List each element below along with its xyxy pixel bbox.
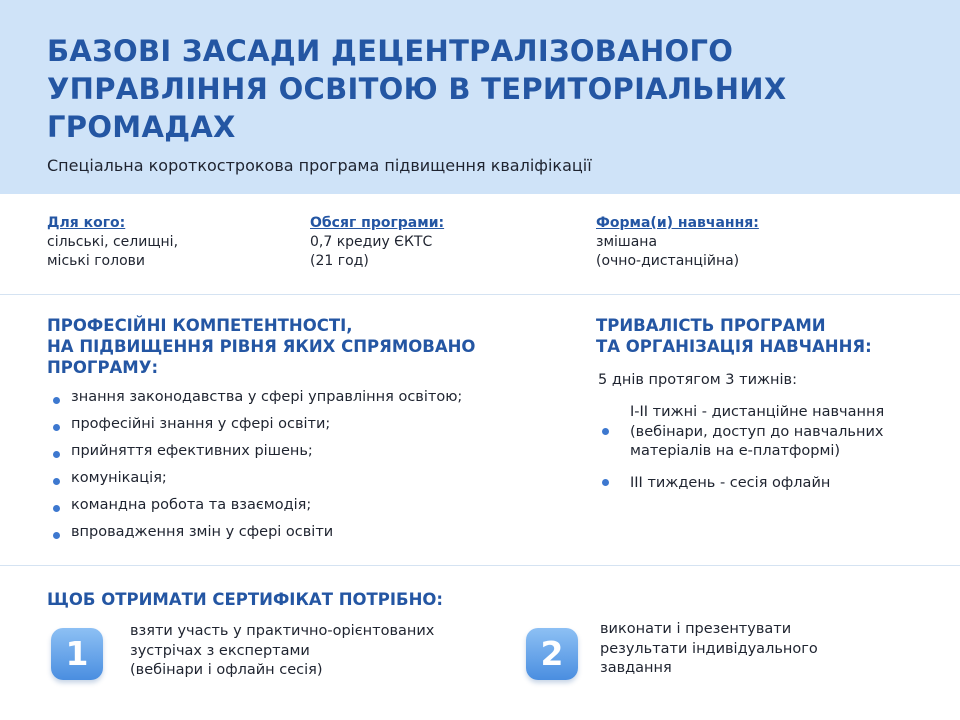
bullet-dot-icon [602,479,609,486]
list-item: впровадження змін у сфері освіти [47,522,462,549]
step-2-badge-icon: 2 [526,628,578,680]
bullet-dot-icon [53,478,60,485]
bullet-dot-icon [53,424,60,431]
competencies-list [47,387,462,549]
duration-lead: 5 днів протягом 3 тижнів: [598,372,797,388]
info-format: Форма(и) навчання: змішана (очно-дистанційна) [596,215,759,269]
competencies-title: ПРОФЕСІЙНІ КОМПЕТЕНТНОСТІ, НА ПІДВИЩЕННЯ РІВНЯ ЯКИХ СПРЯМОВАНО ПРОГРАМУ: [47,316,476,377]
step-2-text: виконати і презентувати результати індивідуального завдання [600,621,818,676]
list-item: командна робота та взаємодія; [47,495,462,522]
bullet-dot-icon [53,532,60,539]
bullet-dot-icon [602,428,609,435]
info-volume-label: Обсяг програми: [310,215,445,231]
list-item: I-II тижні - дистанційне навчання (вебінари, доступ до навчальних матеріалів на е-платформі) [598,403,884,462]
list-item: комунікація; [47,468,462,495]
page-title: БАЗОВІ ЗАСАДИ ДЕЦЕНТРАЛІЗОВАНОГО УПРАВЛІННЯ ОСВІТОЮ В ТЕРИТОРІАЛЬНИХ ГРОМАДАХ [47,34,787,144]
duration-list [598,403,884,505]
divider [0,565,960,566]
duration-title: ТРИВАЛІСТЬ ПРОГРАМИ ТА ОРГАНІЗАЦІЯ НАВЧАННЯ: [596,316,872,356]
bullet-dot-icon [53,505,60,512]
step-1-text: взяти участь у практично-орієнтованих зустрічах з експертами (вебінари і офлайн сесія) [130,623,435,678]
info-audience: Для кого: сільські, селищні, міські голови [47,215,179,269]
list-item: професійні знання у сфері освіти; [47,414,462,441]
list-item: знання законодавства у сфері управління освітою; [47,387,462,414]
certificate-title: ЩОБ ОТРИМАТИ СЕРТИФІКАТ ПОТРІБНО: [47,590,444,609]
info-volume: Обсяг програми: 0,7 кредиу ЄКТС (21 год) [310,215,445,269]
info-audience-label: Для кого: [47,215,126,231]
info-format-label: Форма(и) навчання: [596,215,759,231]
bullet-dot-icon [53,451,60,458]
divider [0,294,960,295]
list-item: III тиждень - сесія офлайн [598,474,884,494]
list-item: прийняття ефективних рішень; [47,441,462,468]
bullet-dot-icon [53,397,60,404]
step-1-badge-icon: 1 [51,628,103,680]
page-subtitle: Спеціальна короткострокова програма підвищення кваліфікації [47,156,592,175]
